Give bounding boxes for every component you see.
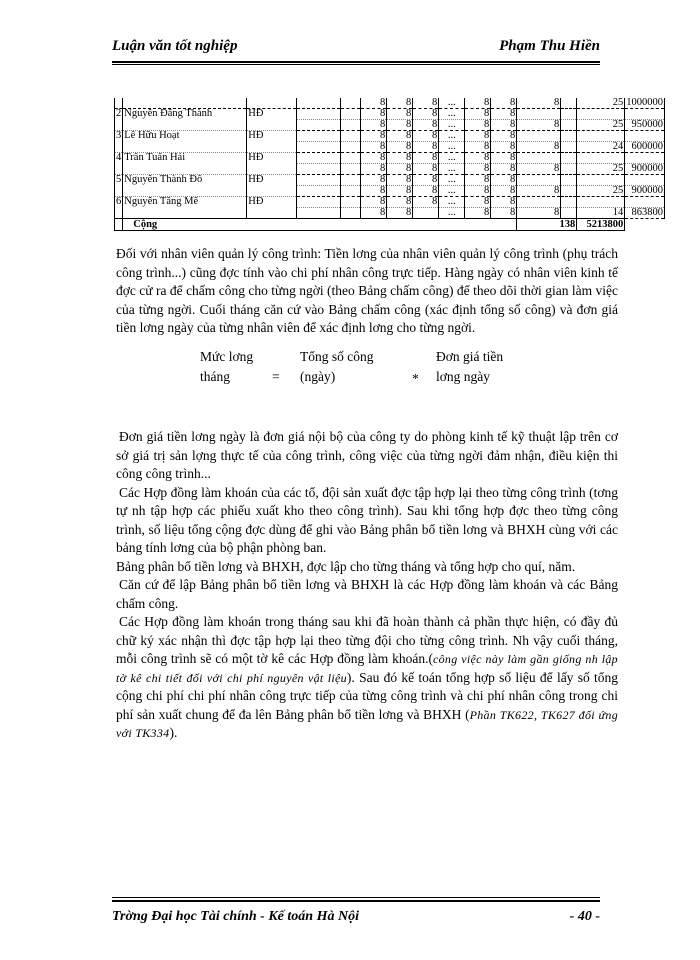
day-cell: 8 — [413, 164, 439, 175]
blank-cell — [297, 175, 341, 186]
day-cell: 8 — [491, 131, 517, 142]
formula-times: * — [412, 371, 419, 386]
day-cell: 8 — [465, 120, 491, 131]
spacer-cell — [341, 175, 361, 186]
spacer-cell — [341, 98, 361, 109]
day-cell: 8 — [361, 175, 387, 186]
blank-cell — [297, 120, 341, 131]
contract-type: HĐ — [247, 197, 297, 219]
day-cell: ... — [439, 120, 465, 131]
amount-cell: 600000 — [625, 142, 665, 153]
employee-name: Trần Tuấn Hải — [123, 153, 247, 175]
spacer-cell — [341, 153, 361, 164]
gap-cell — [561, 120, 577, 131]
row-number — [115, 98, 123, 109]
formula-left-top: Mức lơng — [200, 349, 254, 364]
day-cell: ... — [439, 175, 465, 186]
amount-cell — [625, 175, 665, 186]
table-row — [115, 175, 665, 186]
spacer-cell — [341, 208, 361, 219]
blank-cell — [297, 164, 341, 175]
day-cell: 8 — [491, 142, 517, 153]
day-cell: 8 — [361, 164, 387, 175]
spacer-cell — [341, 109, 361, 120]
row-number: 5 — [115, 175, 123, 197]
amount-cell: 900000 — [625, 186, 665, 197]
formula-mid-bottom: (ngày) — [300, 369, 336, 384]
para6-italic-note: công việc này làm gần giống nh lập tờ kê chi tiết đối với chi phí nguyên vật liệu — [116, 652, 618, 685]
gap-cell — [561, 208, 577, 219]
day-cell: 8 — [361, 98, 387, 109]
day-cell: 8 — [491, 197, 517, 208]
day-cell: 8 — [387, 197, 413, 208]
day-cell: 8 — [491, 208, 517, 219]
day-cell: 8 — [465, 197, 491, 208]
contract-type: HĐ — [247, 109, 297, 131]
total-days-cell: 24 — [577, 142, 625, 153]
day-cell: 8 — [413, 109, 439, 120]
blank-cell — [297, 208, 341, 219]
row-number: 2 — [115, 109, 123, 131]
blank-cell — [297, 197, 341, 208]
total-days-cell: 25 — [577, 186, 625, 197]
employee-name — [123, 98, 247, 109]
employee-name: Lê Hữu Hoạt — [123, 131, 247, 153]
header-rule-thin — [112, 64, 600, 65]
paragraph-basis: Căn cứ để lập Bảng phân bổ tiền lơng và BHXH là các Hợp đồng làm khoán và các Bảng chấm công. — [116, 577, 618, 611]
day-cell: 8 — [413, 175, 439, 186]
day-cell: ... — [439, 186, 465, 197]
page-number: - 40 - — [569, 909, 600, 924]
day-cell — [517, 175, 561, 186]
day-cell: 8 — [361, 153, 387, 164]
spacer-cell — [341, 186, 361, 197]
day-cell: ... — [439, 208, 465, 219]
amount-cell: 863800 — [625, 208, 665, 219]
day-cell: 8 — [465, 131, 491, 142]
day-cell: 8 — [517, 120, 561, 131]
amount-cell — [625, 153, 665, 164]
amount-cell: 1000000 — [626, 98, 663, 108]
contract-type: HĐ — [247, 131, 297, 153]
day-cell: 8 — [465, 153, 491, 164]
blank-cell — [297, 109, 341, 120]
spacer-cell — [341, 142, 361, 153]
gap-cell — [561, 164, 577, 175]
day-cell: 8 — [491, 120, 517, 131]
contract-type — [247, 98, 297, 109]
formula-right-bottom: lơng ngày — [436, 369, 491, 384]
day-cell: 8 — [491, 153, 517, 164]
day-cell: 8 — [517, 142, 561, 153]
gap-cell — [561, 142, 577, 153]
day-cell: ... — [439, 164, 465, 175]
gap-cell — [561, 109, 577, 120]
body-text-lower — [116, 428, 618, 743]
payroll-table — [114, 98, 665, 231]
footer-rule — [112, 900, 600, 902]
formula-mid-top: Tổng số công — [300, 349, 374, 364]
total-blank — [115, 219, 123, 231]
amount-cell: 950000 — [625, 120, 665, 131]
total-days-cell — [577, 153, 625, 164]
total-days-cell: 25 — [577, 98, 625, 109]
total-days: 138 — [517, 219, 577, 231]
spacer-cell — [341, 197, 361, 208]
employee-name: Nguyễn Đăng Thành — [123, 109, 247, 131]
blank-cell — [297, 153, 341, 164]
day-cell: 8 — [413, 131, 439, 142]
day-cell: 8 — [517, 164, 561, 175]
day-cell: 8 — [491, 164, 517, 175]
page-header — [112, 38, 600, 58]
total-days-cell: 14 — [577, 208, 625, 219]
day-cell — [517, 197, 561, 208]
table-row — [115, 197, 665, 208]
day-cell: 8 — [361, 186, 387, 197]
day-cell: 8 — [387, 175, 413, 186]
day-cell: ... — [439, 142, 465, 153]
row-number: 3 — [115, 131, 123, 153]
para6-text-e: ). — [169, 725, 178, 740]
day-cell: 8 — [387, 98, 413, 109]
day-cell: 8 — [517, 208, 561, 219]
day-cell: 8 — [517, 186, 561, 197]
gap-cell — [561, 131, 577, 142]
footer-university: Trờng Đại học Tài chính - Kế toán Hà Nội — [112, 909, 359, 924]
day-cell: 8 — [387, 164, 413, 175]
day-cell: 8 — [413, 153, 439, 164]
day-cell: 8 — [361, 142, 387, 153]
paragraph-monthly-contracts — [116, 613, 618, 743]
day-cell: 8 — [413, 120, 439, 131]
day-cell: 8 — [465, 98, 491, 109]
day-cell — [413, 208, 439, 219]
employee-name: Nguyễn Thành Đô — [123, 175, 247, 197]
day-cell: 8 — [387, 142, 413, 153]
day-cell: 8 — [387, 153, 413, 164]
amount-cell — [625, 109, 665, 120]
formula-equals: = — [272, 369, 280, 384]
day-cell: 8 — [361, 120, 387, 131]
paragraph-contracts: Các Hợp đồng làm khoán của các tổ, đội sản xuất đợc tập hợp lại theo từng công trình (tơng tự nh tập hợp các phiếu xuất kho theo công trình). Sau khi tổng hợp đợc theo từng công trình, số liệu tổng cộng đợc dùng để ghi vào Bảng phân bổ tiền lơng và BHXH cùng với các bảng tính lơng của bộ phận phòng ban. — [116, 484, 618, 555]
total-days-cell: 25 — [577, 120, 625, 131]
day-cell: 8 — [465, 164, 491, 175]
day-cell: 8 — [465, 208, 491, 219]
day-cell: ... — [439, 98, 465, 109]
amount-cell — [625, 197, 665, 208]
para6-text-a: Các Hợp đồng làm khoán trong tháng sau khi đã hoàn thành cả phần thực hiện, có đầy đủ chữ ký xác nhận thì đợc tập hợp lại theo từng đội cho từng công trình. Nh vậy cuối tháng, mỗi công trình sẽ có một tờ kê các Hợp đồng làm khoán.( — [116, 614, 618, 666]
total-days-cell: 25 — [577, 164, 625, 175]
day-cell: ... — [439, 131, 465, 142]
gap-cell — [561, 175, 577, 186]
blank-cell — [297, 186, 341, 197]
blank-cell — [297, 142, 341, 153]
day-cell: 8 — [491, 109, 517, 120]
total-days-cell — [577, 131, 625, 142]
total-row — [115, 219, 665, 231]
day-cell: 8 — [387, 109, 413, 120]
day-cell: 8 — [465, 175, 491, 186]
header-title: Luận văn tốt nghiệp — [112, 38, 238, 54]
formula-right-top: Đơn giá tiền — [436, 349, 504, 364]
total-amount: 5213800 — [577, 219, 625, 231]
day-cell: 8 — [387, 120, 413, 131]
blank-cell — [297, 98, 341, 109]
amount-cell: 900000 — [625, 164, 665, 175]
day-cell: 8 — [413, 142, 439, 153]
contract-type: HĐ — [247, 153, 297, 175]
spacer-cell — [341, 131, 361, 142]
body-text — [116, 245, 618, 338]
day-cell: 8 — [387, 208, 413, 219]
day-cell: ... — [439, 153, 465, 164]
gap-cell — [561, 186, 577, 197]
day-cell: 8 — [361, 197, 387, 208]
day-cell: 8 — [361, 208, 387, 219]
day-cell: 8 — [491, 98, 517, 109]
table-row — [115, 98, 665, 109]
paragraph-unit-price: Đơn giá tiền lơng ngày là đơn giá nội bộ của công ty do phòng kinh tế kỹ thuật lập trên cơ sở giá trị sản lợng thực tế của công trình, công việc của từng ngời đảm nhận, điều kiện thi công công trình... — [116, 429, 618, 481]
employee-name: Nguyễn Tăng Mẽ — [123, 197, 247, 219]
paragraph-allocation: Bảng phân bổ tiền lơng và BHXH, đợc lập cho từng tháng và tổng hợp cho quí, năm. — [116, 558, 576, 574]
header-author: Phạm Thu Hiền — [499, 38, 600, 54]
day-cell: 8 — [413, 186, 439, 197]
day-cell: 8 — [387, 131, 413, 142]
day-cell: 8 — [465, 142, 491, 153]
table-row — [115, 131, 665, 142]
table-row — [115, 153, 665, 164]
amount-cell — [625, 131, 665, 142]
day-cell: 8 — [361, 109, 387, 120]
day-cell: 8 — [387, 186, 413, 197]
page-footer — [112, 909, 600, 929]
blank-cell — [297, 131, 341, 142]
para6-text-c: ). Sau đó kế toán tổng hợp số liệu để lấy số tổng cộng chi phí chi phí nhân công trực tiếp của từng công trình và chi phí nhân công trong chi phí sản xuất chung để đa lên Bảng phân bổ tiền lơng và BHXH ( — [116, 669, 618, 722]
row-number: 6 — [115, 197, 123, 219]
contract-type: HĐ — [247, 175, 297, 197]
total-label: Cộng — [123, 219, 517, 231]
table-row — [115, 109, 665, 120]
day-cell: ... — [439, 197, 465, 208]
day-cell — [517, 153, 561, 164]
day-cell — [517, 131, 561, 142]
para6-italic-accounts: Phần TK622, TK627 đối ứng với TK334 — [116, 707, 618, 740]
total-days-cell — [577, 175, 625, 186]
day-cell: 8 — [491, 186, 517, 197]
day-cell: 8 — [491, 175, 517, 186]
total-days-cell — [577, 197, 625, 208]
footer-rule-thin — [112, 897, 600, 898]
row-number: 4 — [115, 153, 123, 175]
day-cell: 8 — [361, 131, 387, 142]
gap-cell — [561, 197, 577, 208]
spacer-cell — [341, 164, 361, 175]
day-cell: 8 — [465, 109, 491, 120]
day-cell: 8 — [465, 186, 491, 197]
header-rule — [112, 61, 600, 63]
day-cell: 8 — [413, 197, 439, 208]
day-cell: ... — [439, 109, 465, 120]
total-days-cell — [577, 109, 625, 120]
gap-cell — [561, 98, 577, 109]
day-cell — [517, 109, 561, 120]
formula-left-bottom: tháng — [200, 369, 230, 384]
gap-cell — [561, 153, 577, 164]
day-cell: 8 — [413, 98, 439, 109]
spacer-cell — [341, 120, 361, 131]
day-cell: 8 — [517, 98, 561, 109]
paragraph-manager-wages: Đối với nhân viên quản lý công trình: Tiền lơng của nhân viên quản lý công trình (phụ trách công trình...) cũng đợc tính vào chi phí nhân công trực tiếp. Hàng ngày có nhân viên kinh tế đợc cử ra để chấm công cho từng ngời (theo Bảng chấm công) để theo dõi thời gian làm việc của từng ngời. Cuối tháng căn cứ vào Bảng chấm công (xác định tổng số công) và đơn giá tiền lơng ngày của từng nhân viên để xác định lơng cho từng ngời. — [116, 246, 618, 335]
